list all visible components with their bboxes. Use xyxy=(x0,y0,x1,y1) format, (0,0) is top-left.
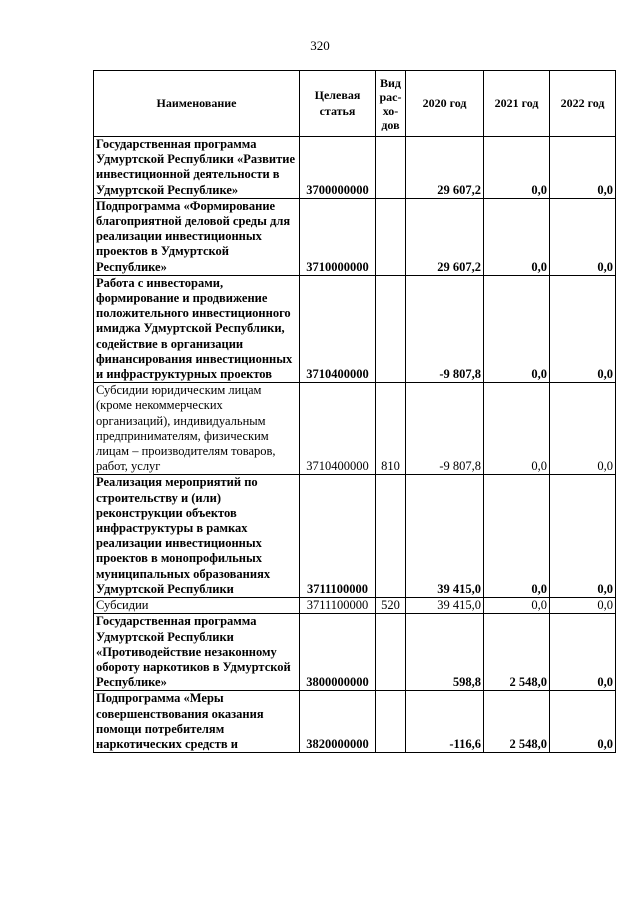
row-2020: -9 807,8 xyxy=(406,275,484,382)
header-name: Наименование xyxy=(94,71,300,137)
row-2022: 0,0 xyxy=(550,198,616,275)
page-number: 320 xyxy=(310,38,330,53)
budget-table xyxy=(93,70,616,753)
row-code: 3710400000 xyxy=(300,383,376,475)
table-row xyxy=(94,475,616,598)
row-code: 3820000000 xyxy=(300,691,376,753)
row-2022: 0,0 xyxy=(550,598,616,614)
row-2022: 0,0 xyxy=(550,383,616,475)
table-row xyxy=(94,198,616,275)
row-2020: 39 415,0 xyxy=(406,598,484,614)
row-name: Государственная программа Удмуртской Республики «Противодействие незаконному обороту наркотиков в Удмуртской Республике» xyxy=(94,614,300,691)
header-code: Целевая статья xyxy=(300,71,376,137)
row-vid xyxy=(376,275,406,382)
row-code: 3800000000 xyxy=(300,614,376,691)
table-row xyxy=(94,137,616,199)
row-2020: -9 807,8 xyxy=(406,383,484,475)
row-2021: 0,0 xyxy=(484,198,550,275)
row-2022: 0,0 xyxy=(550,475,616,598)
row-2022: 0,0 xyxy=(550,275,616,382)
row-vid: 520 xyxy=(376,598,406,614)
row-code: 3711100000 xyxy=(300,475,376,598)
row-2021: 0,0 xyxy=(484,383,550,475)
row-2022: 0,0 xyxy=(550,137,616,199)
row-name: Работа с инвесторами, формирование и продвижение положительного инвестиционного имиджа Удмуртской Республики, содействие в организации финансирования инвестиционных и инфраструктурных проектов xyxy=(94,275,300,382)
row-name: Подпрограмма «Меры совершенствования оказания помощи потребителям наркотических средств и xyxy=(94,691,300,753)
row-2020: -116,6 xyxy=(406,691,484,753)
row-vid xyxy=(376,198,406,275)
header-vid: Вид рас- хо- дов xyxy=(376,71,406,137)
table-row xyxy=(94,691,616,753)
row-name: Подпрограмма «Формирование благоприятной деловой среды для реализации инвестиционных проектов в Удмуртской Республике» xyxy=(94,198,300,275)
row-2020: 39 415,0 xyxy=(406,475,484,598)
table-header-row xyxy=(94,71,616,137)
row-code: 3710000000 xyxy=(300,198,376,275)
table-row xyxy=(94,598,616,614)
row-2020: 29 607,2 xyxy=(406,198,484,275)
row-2021: 2 548,0 xyxy=(484,614,550,691)
table-row xyxy=(94,614,616,691)
row-vid xyxy=(376,691,406,753)
row-2021: 2 548,0 xyxy=(484,691,550,753)
row-vid xyxy=(376,475,406,598)
row-name: Субсидии xyxy=(94,598,300,614)
table-row xyxy=(94,275,616,382)
header-2022: 2022 год xyxy=(550,71,616,137)
header-2021: 2021 год xyxy=(484,71,550,137)
row-2021: 0,0 xyxy=(484,475,550,598)
row-2021: 0,0 xyxy=(484,137,550,199)
row-vid xyxy=(376,137,406,199)
row-code: 3711100000 xyxy=(300,598,376,614)
row-2021: 0,0 xyxy=(484,275,550,382)
table-row xyxy=(94,383,616,475)
row-vid: 810 xyxy=(376,383,406,475)
header-2020: 2020 год xyxy=(406,71,484,137)
row-code: 3710400000 xyxy=(300,275,376,382)
row-2020: 29 607,2 xyxy=(406,137,484,199)
row-code: 3700000000 xyxy=(300,137,376,199)
row-2020: 598,8 xyxy=(406,614,484,691)
row-name: Реализация мероприятий по строительству и (или) реконструкции объектов инфраструктуры в рамках реализации инвестиционных проектов в монопрофильных муниципальных образованиях Удмуртской Республики xyxy=(94,475,300,598)
row-2022: 0,0 xyxy=(550,614,616,691)
row-vid xyxy=(376,614,406,691)
row-2022: 0,0 xyxy=(550,691,616,753)
row-name: Субсидии юридическим лицам (кроме некоммерческих организаций), индивидуальным предпринимателям, физическим лицам – производителям товаров, работ, услуг xyxy=(94,383,300,475)
row-2021: 0,0 xyxy=(484,598,550,614)
row-name: Государственная программа Удмуртской Республики «Развитие инвестиционной деятельности в Удмуртской Республике» xyxy=(94,137,300,199)
